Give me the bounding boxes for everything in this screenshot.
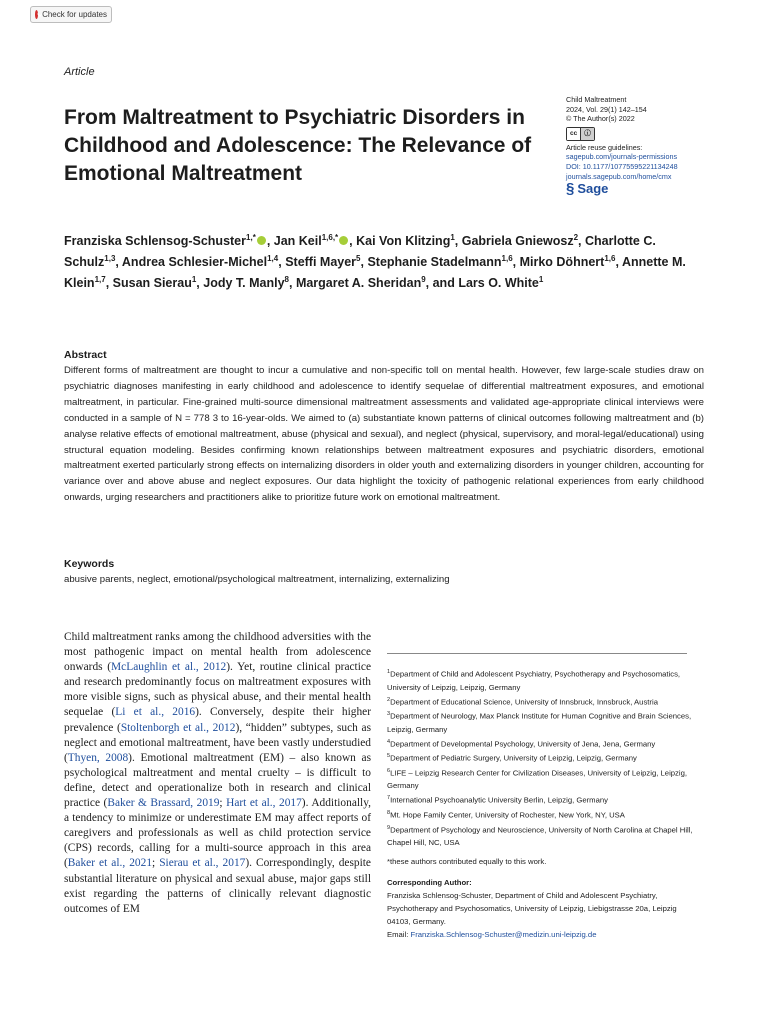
author-name: Annette M. Klein <box>64 255 686 291</box>
author-name: Margaret A. Sheridan <box>295 276 422 291</box>
author-entry <box>458 276 543 290</box>
citation-link[interactable]: Li et al., 2016 <box>115 706 196 719</box>
author-name: Charlotte C. Schulz <box>64 234 656 270</box>
sage-logo-icon: § <box>566 180 575 198</box>
author-affiliation-marker: 1 <box>538 275 544 285</box>
author-separator: , <box>512 255 520 270</box>
citation-link[interactable]: Baker et al., 2021 <box>67 857 153 870</box>
author-entry <box>274 234 356 248</box>
affiliation-item <box>387 736 697 751</box>
affiliation-number: 6 <box>387 767 391 774</box>
affiliation-text: Department of Pediatric Surgery, University of Leipzig, Leipzig, Germany <box>390 753 637 763</box>
author-entry <box>113 276 204 290</box>
author-affiliation-marker: 1,7 <box>94 275 106 285</box>
author-entry <box>367 255 519 269</box>
author-affiliation-marker: 1 <box>191 275 197 285</box>
abstract-section <box>64 349 704 506</box>
author-separator: , <box>454 234 462 249</box>
email-link[interactable]: Franziska.Schlensog-Schuster@medizin.uni-leipzig.de <box>410 930 597 940</box>
article-title: From Maltreatment to Psychiatric Disorders in Childhood and Adolescence: The Relevance of Emotional Maltreatment <box>64 106 532 185</box>
citation-link[interactable]: McLaughlin et al., 2012 <box>111 661 227 674</box>
body-text: ), “hidden” subtypes, such as neglect and emotional maltreatment, have been vastly understudied ( <box>64 721 372 764</box>
citation-link[interactable]: Thyen, 2008 <box>67 751 129 764</box>
creative-commons-icon <box>566 127 595 141</box>
author-affiliation-marker: 1,6,* <box>321 233 339 242</box>
author-entry <box>203 276 296 290</box>
citation-link[interactable]: Sierau et al., 2017 <box>159 857 246 870</box>
author-separator: , <box>288 276 296 291</box>
copyright: © The Author(s) 2022 <box>566 114 635 124</box>
check-updates-icon <box>35 10 38 19</box>
author-separator: , <box>278 255 286 270</box>
author-entry <box>122 255 285 269</box>
author-separator: , <box>115 255 122 270</box>
author-separator: , <box>196 276 204 291</box>
body-text: ). Additionally, a tendency to minimize or underestimate EM may affect reports of caregivers and professionals as well as child protection service (CPS) records, calling for a multi-source approach in this area ( <box>64 797 372 870</box>
affiliation-item <box>387 765 697 793</box>
author-name: Kai Von Klitzing <box>356 234 451 249</box>
author-affiliation-marker: 1,6 <box>604 254 616 264</box>
affiliation-text: Department of Child and Adolescent Psychiatry, Psychotherapy and Psychosomatics, University of Leipzig, Leipzig, Germany <box>387 669 681 692</box>
affiliation-number: 3 <box>387 711 391 718</box>
body-text-column <box>64 630 371 917</box>
footnotes-column <box>387 666 697 941</box>
author-affiliation-marker: 1,* <box>246 233 256 242</box>
author-affiliation-marker: 9 <box>421 275 426 285</box>
author-name: Mirko Döhnert <box>519 255 605 270</box>
author-affiliation-marker: 5 <box>356 254 361 264</box>
author-affiliation-marker: 1,4 <box>267 254 279 264</box>
check-for-updates-label: Check for updates <box>42 10 107 19</box>
permissions-link[interactable]: sagepub.com/journals-permissions <box>566 152 678 162</box>
citation-link[interactable]: Hart et al., 2017 <box>226 797 302 810</box>
affiliation-item <box>387 822 697 850</box>
affiliation-item <box>387 807 697 822</box>
author-affiliation-marker: 1,3 <box>104 254 116 264</box>
author-entry <box>285 255 367 269</box>
citation-link[interactable]: Baker & Brassard, 2019 <box>107 797 220 810</box>
body-text: ; <box>152 857 160 870</box>
affiliation-number: 8 <box>387 809 391 816</box>
body-text: ; <box>219 797 227 810</box>
equal-contribution-note: *these authors contributed equally to this work. <box>387 857 547 867</box>
publisher-logo <box>566 180 736 198</box>
journal-volume: 2024, Vol. 29(1) 142–154 <box>566 104 647 114</box>
author-affiliation-marker: 2 <box>573 233 579 242</box>
author-separator: , <box>105 276 113 291</box>
affiliation-text: International Psychoanalytic University Berlin, Leipzig, Germany <box>390 795 608 805</box>
affiliation-number: 4 <box>387 738 391 745</box>
author-name: Stephanie Stadelmann <box>367 255 502 270</box>
affiliation-item <box>387 792 697 807</box>
author-name: Jan Keil <box>273 234 322 249</box>
cc-by-icon: ⓘ <box>581 128 594 140</box>
affiliation-number: 5 <box>387 753 391 760</box>
affiliation-number: 2 <box>387 696 391 703</box>
affiliation-text: LIFE – Leipzig Research Center for Civilization Diseases, University of Leipzig, Leipzig, Germany <box>387 768 688 791</box>
affiliation-text: Department of Developmental Psychology, University of Jena, Jena, Germany <box>390 739 656 749</box>
affiliation-text: Department of Neurology, Max Planck Institute for Human Cognitive and Brain Sciences, Leipzig, Germany <box>387 711 692 734</box>
journal-info <box>566 95 736 198</box>
body-text: ). Correspondingly, despite substantial literature on physical and sexual abuse, major gaps still exist regarding the patterns of clinically relevant diagnostic outcomes of EM <box>64 857 371 915</box>
keywords-section <box>64 558 704 588</box>
author-name: Franziska Schlensog-Schuster <box>64 234 247 249</box>
author-list <box>64 229 704 292</box>
body-text: ). Yet, routine clinical practice and research predominantly focus on maltreatment exposures with more visible signs, such as physical abuse, and their mental health sequelae ( <box>64 661 372 719</box>
abstract-text: Different forms of maltreatment are thought to incur a cumulative and non-specific toll on mental health. However, few large-scale studies draw on psychiatric diagnoses manifesting in early childhood and adolescence to identify sequelae of differential maltreatment exposures, and emotional maltreatment, in particular. Fine-grained multi-source dimensional maltreatment assessments and validated age-appropriate clinical interviews were conducted in a sample of N = 778 3 to 16-year-olds. We aimed to (a) substantiate known patterns of clinical outcomes following maltreatment and (b) analyse relative effects of emotional maltreatment, abuse (physical and sexual), and neglect (physical, supervisory, and moral-legal/educational) using structural equation modeling. Besides confirming known relationships between maltreatment exposures and psychiatric disorders, emotional maltreatment exerted particularly strong effects on internalizing disorders in older youth and externalizing disorders in younger children, accounting for variance over and above abuse and neglect exposures. Our data highlight the toxicity of pathogenic relational experiences from early childhood onwards, urging researchers and practitioners alike to prioritize future work on emotional maltreatment. <box>64 365 704 504</box>
author-name: Andrea Schlesier-Michel <box>121 255 268 270</box>
check-for-updates-button[interactable] <box>30 6 112 23</box>
author-separator: , <box>615 255 622 270</box>
affiliation-text: Department of Psychology and Neuroscience, University of North Carolina at Chapel Hill, Chapel Hill, NC, USA <box>387 825 693 848</box>
orcid-icon[interactable] <box>257 236 266 245</box>
article-type-label: Article <box>64 66 95 78</box>
orcid-icon[interactable] <box>339 236 348 245</box>
affiliation-number: 1 <box>387 669 391 675</box>
author-entry <box>64 234 274 248</box>
author-entry <box>520 255 622 269</box>
affiliation-text: Department of Educational Science, University of Innsbruck, Innsbruck, Austria <box>390 697 658 707</box>
author-name: Gabriela Gniewosz <box>461 234 574 249</box>
affiliation-item <box>387 750 697 765</box>
author-name: Lars O. White <box>458 276 539 291</box>
footnote-divider <box>387 653 687 654</box>
body-text: ). Emotional maltreatment (EM) – also known as psychological maltreatment and mental cruelty – is difficult to define, detect and operationalize both in research and clinical practice ( <box>64 751 371 810</box>
affiliation-text: Mt. Hope Family Center, University of Rochester, New York, NY, USA <box>390 810 625 820</box>
abstract-heading: Abstract <box>64 349 107 361</box>
author-separator: , <box>349 234 357 249</box>
doi-link[interactable]: DOI: 10.1177/10775595221134248 <box>566 161 678 171</box>
body-text: Child maltreatment ranks among the childhood adversities with the most pathogenic impact on mental health from adolescence onwards ( <box>64 631 371 674</box>
cc-label: cc <box>567 128 581 140</box>
affiliation-item <box>387 666 697 694</box>
author-name: Susan Sierau <box>112 276 192 291</box>
affiliation-item <box>387 708 697 736</box>
keywords-text: abusive parents, neglect, emotional/psychological maltreatment, internalizing, externalizing <box>64 574 450 585</box>
author-affiliation-marker: 1 <box>450 233 455 242</box>
author-separator: , and <box>425 276 459 291</box>
affiliations-list <box>387 666 697 849</box>
reuse-guidelines-label: Article reuse guidelines: <box>566 142 643 152</box>
author-entry <box>356 234 462 248</box>
author-separator: , <box>578 234 585 249</box>
body-text: ). Conversely, despite their higher prevalence ( <box>64 706 371 734</box>
corresponding-author-text: Franziska Schlensog-Schuster, Department of Child and Adolescent Psychiatry, Psychotherapy and Psychosomatics, University of Leipzig, Liebigstrasse 20a, Leipzig 04103, Germany. <box>387 891 677 927</box>
author-separator: , <box>360 255 368 270</box>
journal-home-link[interactable]: journals.sagepub.com/home/cmx <box>566 171 672 181</box>
affiliation-number: 7 <box>387 795 391 802</box>
author-separator: , <box>266 234 274 249</box>
author-affiliation-marker: 8 <box>284 275 289 285</box>
author-affiliation-marker: 1,6 <box>501 254 513 264</box>
corresponding-author-heading: Corresponding Author: <box>387 878 472 888</box>
email-label: Email: <box>387 930 411 940</box>
citation-link[interactable]: Stoltenborgh et al., 2012 <box>120 721 236 734</box>
keywords-heading: Keywords <box>64 558 115 570</box>
publisher-name: Sage <box>577 181 609 197</box>
author-name: Steffi Mayer <box>285 255 357 270</box>
affiliation-number: 9 <box>387 824 391 831</box>
author-name: Jody T. Manly <box>203 276 285 291</box>
affiliation-item <box>387 694 697 709</box>
journal-name: Child Maltreatment <box>566 95 627 104</box>
author-entry <box>296 276 458 290</box>
author-entry <box>462 234 585 248</box>
